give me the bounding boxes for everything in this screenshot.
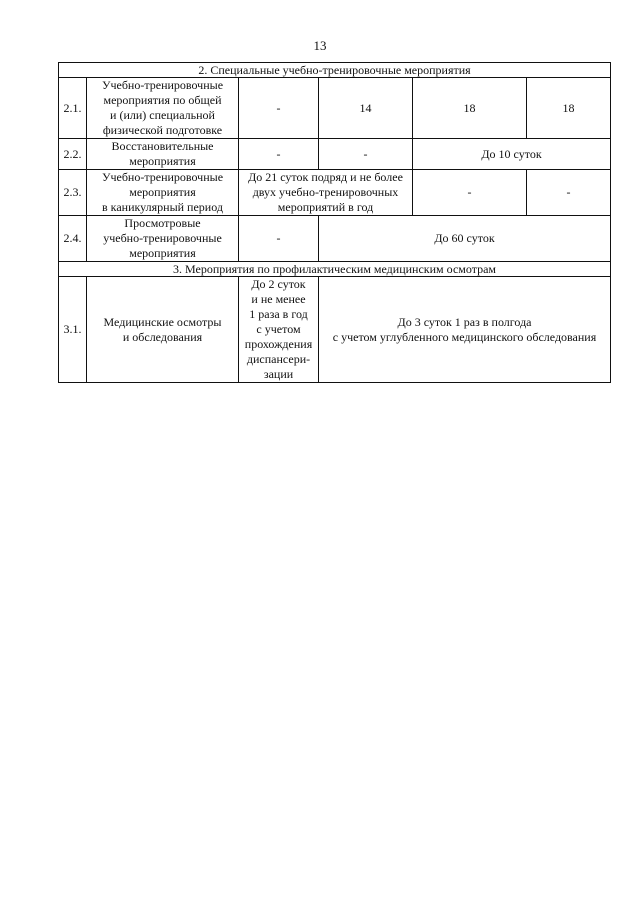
table-row — [59, 78, 611, 139]
schedule-table — [58, 62, 611, 383]
section-3-title: 3. Мероприятия по профилактическим медицинским осмотрам — [59, 262, 611, 277]
table-row — [59, 216, 611, 262]
table-cell: - — [413, 170, 527, 216]
table-row — [59, 170, 611, 216]
row-name: Восстановительные мероприятия — [87, 139, 239, 170]
table-cell: 18 — [527, 78, 611, 139]
table-cell: До 60 суток — [319, 216, 611, 262]
table-cell: До 10 суток — [413, 139, 611, 170]
table-cell: До 21 суток подряд и не более двух учебно-тренировочных мероприятий в год — [239, 170, 413, 216]
row-name: Учебно-тренировочные мероприятия по общей и (или) специальной физической подготовке — [87, 78, 239, 139]
table-cell: До 2 суток и не менее 1 раза в год с учетом прохождения диспансери- зации — [239, 277, 319, 383]
table-row — [59, 277, 611, 383]
section-2-title: 2. Специальные учебно-тренировочные мероприятия — [59, 63, 611, 78]
row-name: Медицинские осмотры и обследования — [87, 277, 239, 383]
row-number: 3.1. — [59, 277, 87, 383]
table-cell: - — [239, 78, 319, 139]
table-cell: - — [319, 139, 413, 170]
page-number: 13 — [313, 38, 327, 53]
row-name: Просмотровые учебно-тренировочные мероприятия — [87, 216, 239, 262]
table-cell: - — [239, 139, 319, 170]
row-number: 2.2. — [59, 139, 87, 170]
table-cell: До 3 суток 1 раз в полгода с учетом углубленного медицинского обследования — [319, 277, 611, 383]
table-row — [59, 139, 611, 170]
row-number: 2.3. — [59, 170, 87, 216]
table-cell: 14 — [319, 78, 413, 139]
row-name: Учебно-тренировочные мероприятия в каникулярный период — [87, 170, 239, 216]
row-number: 2.4. — [59, 216, 87, 262]
section-2-header-row — [59, 63, 611, 78]
table-cell: 18 — [413, 78, 527, 139]
table-cell: - — [527, 170, 611, 216]
section-3-header-row — [59, 262, 611, 277]
table-cell: - — [239, 216, 319, 262]
row-number: 2.1. — [59, 78, 87, 139]
